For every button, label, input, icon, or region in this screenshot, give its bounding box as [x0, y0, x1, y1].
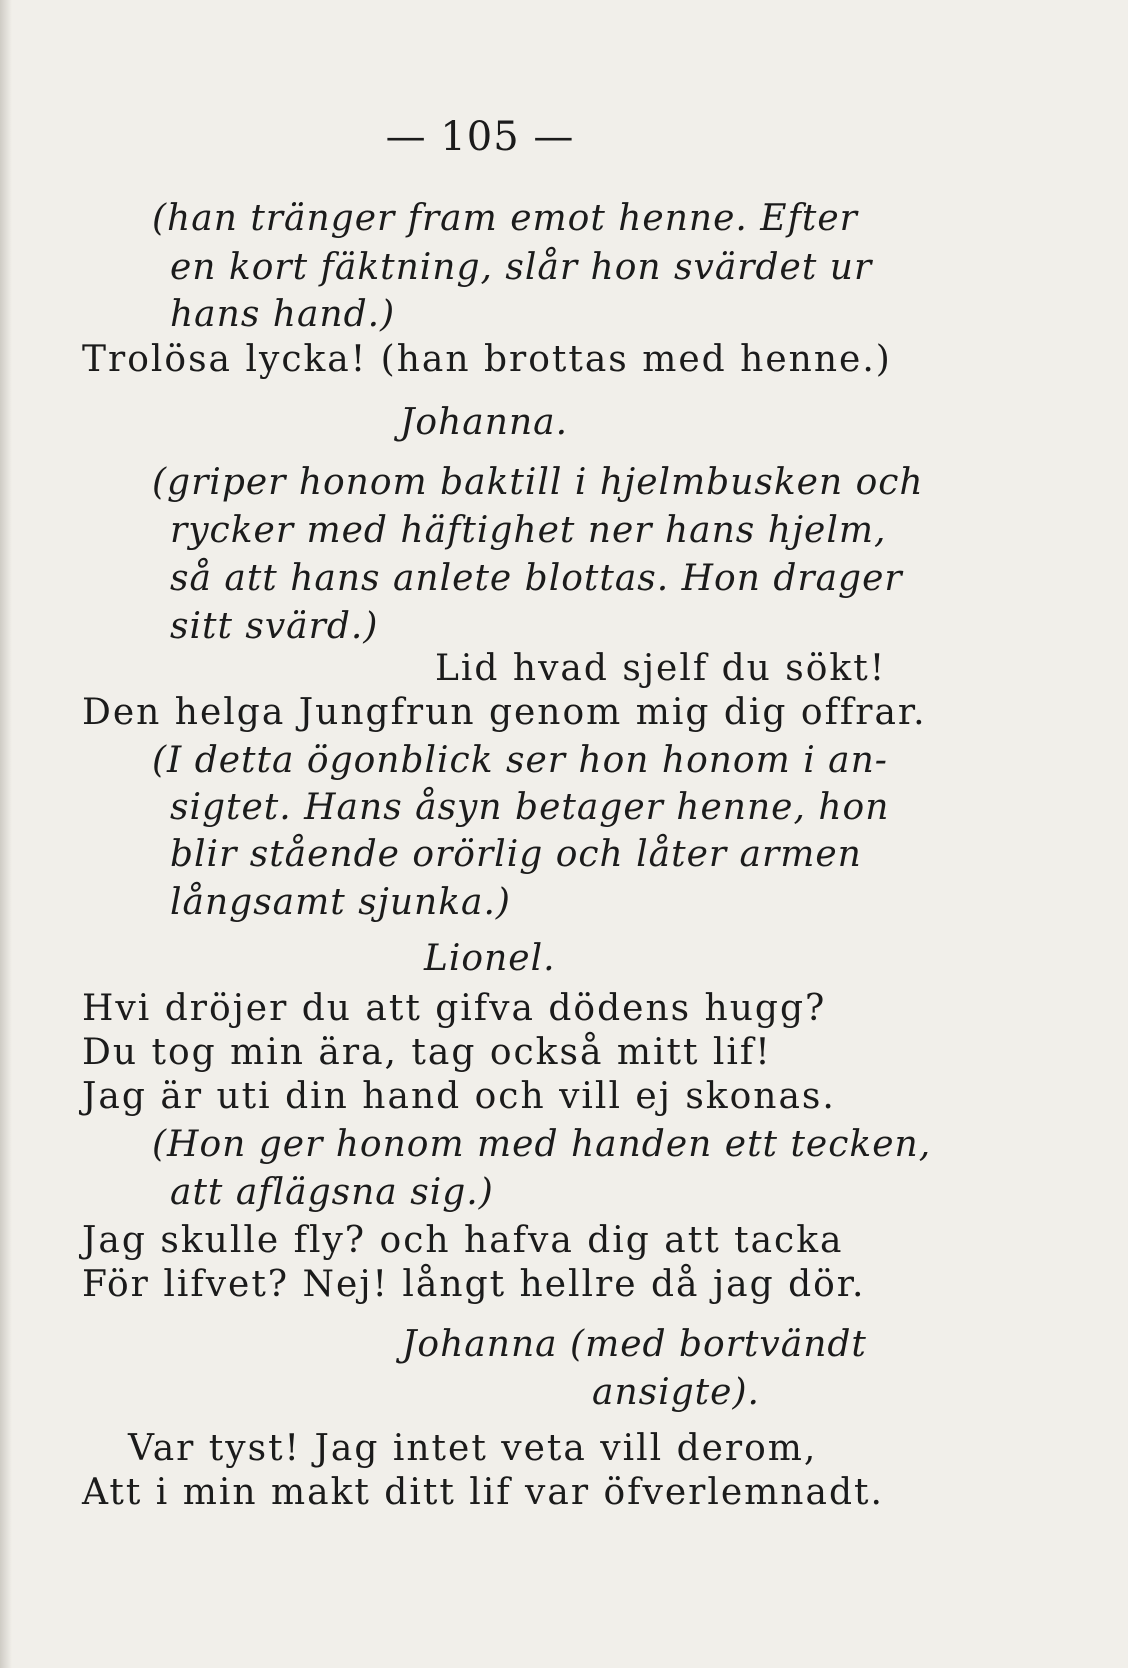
stage-direction-line: (griper honom baktill i hjelmbusken och — [152, 462, 924, 503]
verse-line: Den helga Jungfrun genom mig dig offrar. — [82, 692, 927, 733]
page-edge-shadow — [0, 0, 12, 1668]
stage-direction-line: sigtet. Hans åsyn betager henne, hon — [170, 787, 890, 828]
verse-line: Du tog min ära, tag också mitt lif! — [82, 1032, 772, 1073]
page-number: — 105 — — [385, 114, 575, 160]
speaker-name: Johanna. — [400, 402, 569, 443]
verse-line: För lifvet? Nej! långt hellre då jag dör. — [82, 1264, 866, 1305]
stage-direction-line: rycker med häftighet ner hans hjelm, — [170, 510, 887, 551]
verse-line: Jag skulle fly? och hafva dig att tacka — [82, 1220, 844, 1261]
stage-direction-line: blir stående orörlig och låter armen — [170, 834, 862, 875]
stage-direction-line: att aflägsna sig.) — [170, 1172, 494, 1213]
stage-direction-line: (Hon ger honom med handen ett tecken, — [152, 1124, 932, 1165]
verse-line: Att i min makt ditt lif var öfverlemnadt. — [82, 1472, 884, 1513]
verse-line: Hvi dröjer du att gifva dödens hugg? — [82, 988, 827, 1029]
stage-direction-line: långsamt sjunka.) — [170, 882, 511, 923]
stage-direction-line: ansigte). — [592, 1372, 760, 1413]
stage-direction-line: sitt svärd.) — [170, 606, 379, 647]
stage-direction-line: (I detta ögonblick ser hon honom i an- — [152, 740, 888, 781]
verse-line: Jag är uti din hand och vill ej skonas. — [82, 1076, 836, 1117]
stage-direction-line: (han tränger fram emot henne. Efter — [152, 198, 858, 239]
speaker-name: Lionel. — [424, 938, 556, 979]
stage-direction-line: hans hand.) — [170, 294, 396, 335]
stage-direction-line: en kort fäktning, slår hon svärdet ur — [170, 247, 873, 288]
speaker-name: Johanna (med bortvändt — [402, 1324, 867, 1365]
verse-line: Var tyst! Jag intet veta vill derom, — [128, 1428, 818, 1469]
verse-line: Trolösa lycka! (han brottas med henne.) — [82, 339, 892, 380]
stage-direction-line: så att hans anlete blottas. Hon drager — [170, 558, 903, 599]
verse-line: Lid hvad sjelf du sökt! — [435, 648, 887, 689]
